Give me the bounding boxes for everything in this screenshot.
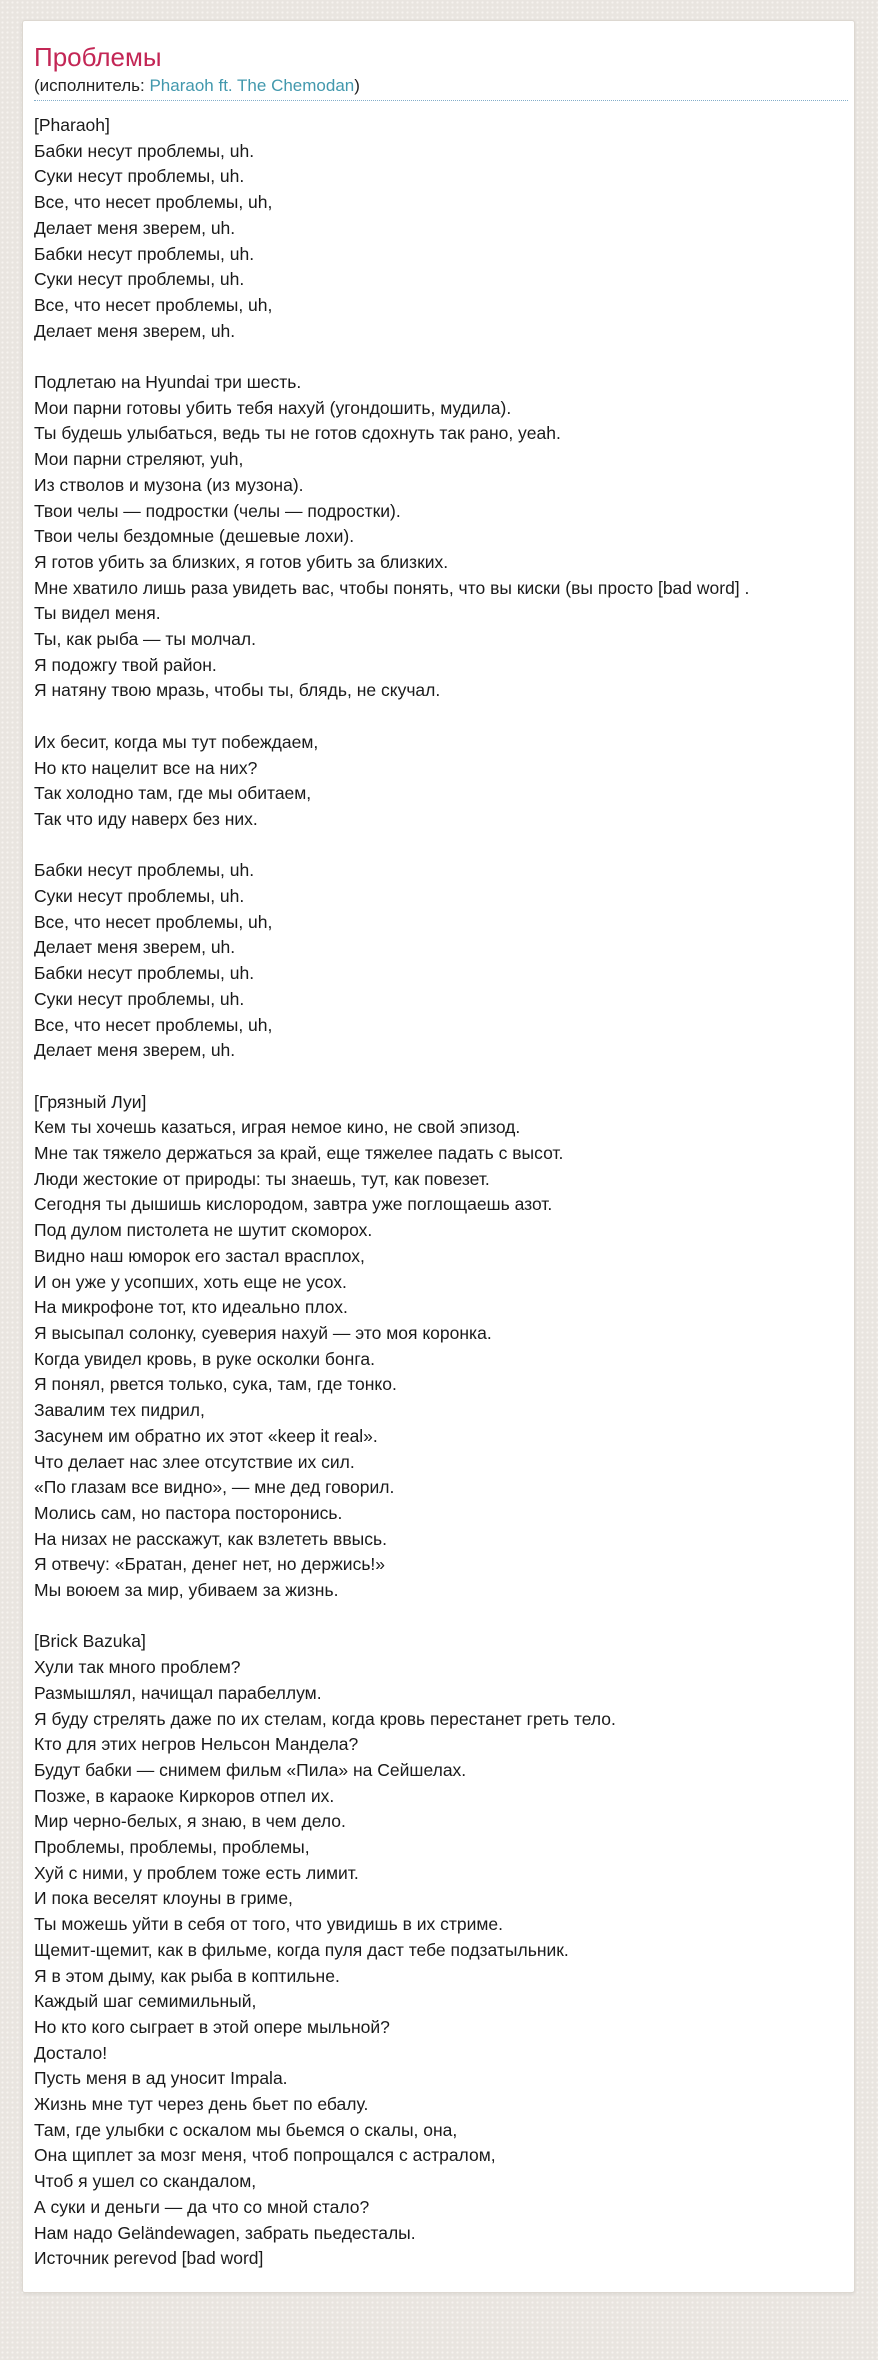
lyrics-line: Хуй с ними, у проблем тоже есть лимит.: [34, 1862, 359, 1883]
lyrics-line: Мои парни готовы убить тебя нахуй (угондошить, мудила).: [34, 397, 512, 418]
lyrics-line: Размышлял, начищал парабеллум.: [34, 1682, 322, 1703]
lyrics-line: И пока веселят клоуны в гриме,: [34, 1888, 293, 1909]
lyrics-line: Мне хватило лишь раза увидеть вас, чтобы понять, что вы киски (вы просто [bad word] .: [34, 577, 750, 598]
lyrics-line: Ты можешь уйти в себя от того, что увидишь в их стриме.: [34, 1914, 504, 1935]
lyrics-line: Позже, в караоке Киркоров отпел их.: [34, 1785, 335, 1806]
lyrics-line: Молись сам, но пастора посторонись.: [34, 1502, 343, 1523]
lyrics-line: Завалим тех пидрил,: [34, 1400, 205, 1421]
lyrics-line: Видно наш юморок его застал врасплох,: [34, 1245, 365, 1266]
lyrics-line: Засунем им обратно их этот «keep it real».: [34, 1425, 378, 1446]
lyrics-line: «По глазам все видно», — мне дед говорил.: [34, 1477, 395, 1498]
lyrics-line: Щемит-щемит, как в фильме, когда пуля даст тебе подзатыльник.: [34, 1939, 569, 1960]
lyrics-stanza: [34, 730, 848, 833]
header: [34, 42, 848, 101]
lyrics-line: Она щиплет за мозг меня, чтоб попрощался с астралом,: [34, 2145, 496, 2166]
lyrics-line: А суки и деньги — да что со мной стало?: [34, 2196, 370, 2217]
lyrics-line: Кто для этих негров Нельсон Мандела?: [34, 1734, 359, 1755]
lyrics-stanza: [34, 370, 848, 704]
lyrics-line: Все, что несет проблемы, uh,: [34, 1014, 273, 1035]
lyrics-line: Ты видел меня.: [34, 603, 161, 624]
lyrics-stanza: [34, 1090, 848, 1604]
artist-suffix: ): [354, 76, 360, 95]
lyrics-line: Мир черно-белых, я знаю, в чем дело.: [34, 1811, 346, 1832]
lyrics-line: Но кто кого сыграет в этой опере мыльной?: [34, 2016, 390, 2037]
lyrics-line: Твои челы бездомные (дешевые лохи).: [34, 526, 355, 547]
lyrics-line: Я готов убить за близких, я готов убить за близких.: [34, 551, 449, 572]
lyrics-line: Так что иду наверх без них.: [34, 808, 258, 829]
lyrics-line: Ты, как рыба — ты молчал.: [34, 629, 256, 650]
lyrics-line: Делает меня зверем, uh.: [34, 320, 236, 341]
lyrics-line: Достало!: [34, 2042, 108, 2063]
lyrics-line: Делает меня зверем, uh.: [34, 1040, 236, 1061]
lyrics-line: Все, что несет проблемы, uh,: [34, 911, 273, 932]
lyrics-line: Я буду стрелять даже по их стелам, когда кровь перестанет греть тело.: [34, 1708, 616, 1729]
lyrics-line: Суки несут проблемы, uh.: [34, 269, 245, 290]
lyrics-line: [Brick Bazuka]: [34, 1631, 146, 1652]
lyrics-stanza: [34, 1629, 848, 2272]
lyrics-line: [Грязный Луи]: [34, 1091, 147, 1112]
lyrics-line: Суки несут проблемы, uh.: [34, 988, 245, 1009]
lyrics-line: Бабки несут проблемы, uh.: [34, 963, 255, 984]
lyrics-line: Я подожгу твой район.: [34, 654, 217, 675]
lyrics-line: Под дулом пистолета не шутит скоморох.: [34, 1220, 373, 1241]
lyrics-line: Источник perevod [bad word]: [34, 2248, 264, 2269]
lyrics-line: Подлетаю на Hyundai три шесть.: [34, 372, 302, 393]
artist-link[interactable]: Pharaoh ft. The Chemodan: [149, 76, 355, 95]
lyrics-line: Я отвечу: «Братан, денег нет, но держись!»: [34, 1554, 386, 1575]
lyrics-stanza: [34, 858, 848, 1064]
lyrics-line: Бабки несут проблемы, uh.: [34, 140, 255, 161]
lyrics-line: Там, где улыбки с оскалом мы бьемся о скалы, она,: [34, 2119, 458, 2140]
lyrics-line: И он уже у усопших, хоть еще не усох.: [34, 1271, 347, 1292]
lyrics-line: Суки несут проблемы, uh.: [34, 166, 245, 187]
lyrics-line: Жизнь мне тут через день бьет по ебалу.: [34, 2094, 369, 2115]
lyrics-line: Нам надо Geländewagen, забрать пьедесталы.: [34, 2222, 416, 2243]
lyrics-line: Я натяну твою мразь, чтобы ты, блядь, не скучал.: [34, 680, 441, 701]
lyrics-line: Делает меня зверем, uh.: [34, 937, 236, 958]
lyrics-line: Проблемы, проблемы, проблемы,: [34, 1837, 310, 1858]
lyrics-line: Так холодно там, где мы обитаем,: [34, 783, 312, 804]
lyrics-line: Все, что несет проблемы, uh,: [34, 192, 273, 213]
lyrics-line: Но кто нацелит все на них?: [34, 757, 258, 778]
lyrics-line: Бабки несут проблемы, uh.: [34, 243, 255, 264]
lyrics-line: На низах не расскажут, как взлететь ввысь.: [34, 1528, 387, 1549]
lyrics-card: [22, 20, 855, 2293]
lyrics-line: Люди жестокие от природы: ты знаешь, тут, как повезет.: [34, 1168, 490, 1189]
lyrics-line: Я в этом дыму, как рыба в коптильне.: [34, 1965, 340, 1986]
lyrics: [34, 113, 848, 2272]
lyrics-line: Твои челы — подростки (челы — подростки).: [34, 500, 401, 521]
artist-prefix: (исполнитель:: [34, 76, 150, 95]
lyrics-line: Хули так много проблем?: [34, 1657, 241, 1678]
lyrics-line: Бабки несут проблемы, uh.: [34, 860, 255, 881]
lyrics-line: Мои парни стреляют, yuh,: [34, 449, 244, 470]
lyrics-line: Что делает нас злее отсутствие их сил.: [34, 1451, 355, 1472]
lyrics-line: Каждый шаг семимильный,: [34, 1991, 257, 2012]
lyrics-line: Я понял, рвется только, сука, там, где тонко.: [34, 1374, 397, 1395]
lyrics-line: Все, что несет проблемы, uh,: [34, 294, 273, 315]
artist-line: [34, 75, 848, 96]
song-title: Проблемы: [34, 42, 162, 72]
lyrics-line: Чтоб я ушел со скандалом,: [34, 2171, 257, 2192]
lyrics-line: Делает меня зверем, uh.: [34, 217, 236, 238]
lyrics-line: Когда увидел кровь, в руке осколки бонга.: [34, 1348, 375, 1369]
lyrics-line: Пусть меня в ад уносит Impala.: [34, 2068, 288, 2089]
lyrics-line: Их бесит, когда мы тут побеждаем,: [34, 731, 319, 752]
lyrics-line: Будут бабки — снимем фильм «Пила» на Сейшелах.: [34, 1759, 467, 1780]
lyrics-line: Сегодня ты дышишь кислородом, завтра уже поглощаешь азот.: [34, 1194, 553, 1215]
lyrics-line: Мы воюем за мир, убиваем за жизнь.: [34, 1580, 339, 1601]
lyrics-line: Кем ты хочешь казаться, играя немое кино, не свой эпизод.: [34, 1117, 521, 1138]
lyrics-line: Я высыпал солонку, суеверия нахуй — это моя коронка.: [34, 1322, 492, 1343]
lyrics-stanza: [34, 113, 848, 344]
lyrics-line: Мне так тяжело держаться за край, еще тяжелее падать с высот.: [34, 1143, 564, 1164]
lyrics-line: На микрофоне тот, кто идеально плох.: [34, 1297, 348, 1318]
lyrics-line: Суки несут проблемы, uh.: [34, 886, 245, 907]
lyrics-line: Из стволов и музона (из музона).: [34, 474, 304, 495]
lyrics-line: [Pharaoh]: [34, 115, 110, 135]
lyrics-line: Ты будешь улыбаться, ведь ты не готов сдохнуть так рано, yeah.: [34, 423, 561, 444]
